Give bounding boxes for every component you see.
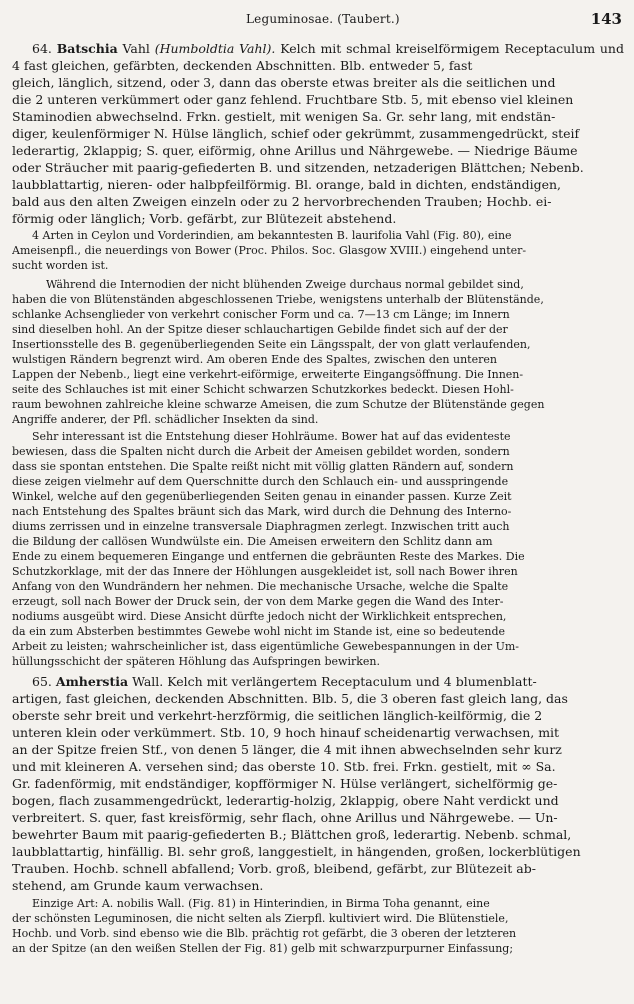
description-line: laubblattartig, nieren- oder halbpfeilförmig. Bl. orange, bald in dichten, endständigen, [12, 177, 561, 192]
paragraph-origin [12, 429, 624, 669]
description-line: die 2 unteren verkümmert oder ganz fehlend. Fruchtbare Stb. 5, mit ebenso viel kleinen [12, 92, 574, 107]
description-line: bald aus den alten Zweigen einzeln oder zu 2 hervorbrechenden Trauben; Hochb. ei- [12, 194, 552, 209]
paragraph-line: Angriffe anderer, der Pfl. schädlicher Insekten da sind. [12, 413, 319, 426]
genus-number: 64. [32, 41, 52, 56]
description-line: an der Spitze freien Stf., von denen 5 länger, die 4 mit ihnen abwechselnden sehr kurz [12, 742, 562, 757]
batschia-species-note [12, 228, 624, 273]
description-line: Kelch mit verlängertem Receptaculum und 4 blumenblatt- [167, 674, 537, 689]
paragraph-line: Winkel, welche auf den gegenüberliegenden Seiten genau in einander passen. Kurze Zeit [12, 490, 512, 503]
note-line: an der Spitze (an den weißen Stellen der Fig. 81) gelb mit schwarzpurpurner Einfassung; [12, 942, 514, 955]
description-line: Gr. fadenförmig, mit endständiger, kopfförmiger N. Hülse verlängert, sichelförmig ge- [12, 776, 558, 791]
paragraph-internodes [12, 277, 624, 427]
paragraph-line: raum bewohnen zahlreiche kleine schwarze Ameisen, die zum Schutze der Blütenstände gegen [12, 398, 545, 411]
amherstia-heading-line [12, 673, 624, 690]
genus-authority: Vahl [122, 41, 150, 56]
note-line: sucht worden ist. [12, 259, 109, 272]
description-line: und mit kleineren A. versehen sind; das oberste 10. Stb. frei. Frkn. gestielt, mit ∞ Sa. [12, 759, 556, 774]
genus-authority: Wall. [132, 674, 164, 689]
paragraph-line: Arbeit zu leisten; wahrscheinlicher ist, dass eigentümliche Gewebespannungen in der Um- [12, 640, 519, 653]
paragraph-line: sind dieselben hohl. An der Spitze dieser schlauchartigen Gebilde findet sich auf der der [12, 323, 508, 336]
paragraph-line: nodiums ausgeübt wird. Diese Ansicht dürfte jedoch nicht der Wirklichkeit entsprechen, [12, 610, 507, 623]
genus-synonym: (Humboldtia Vahl). [154, 41, 276, 56]
paragraph-line: hüllungsschicht der späteren Höhlung das Aufspringen bewirken. [12, 655, 381, 668]
paragraph-line: seite des Schlauches ist mit einer Schicht schwarzen Schutzkorkes bedeckt. Diesen Hohl- [12, 383, 514, 396]
batschia-heading-line [12, 40, 624, 74]
note-line: Hochb. und Vorb. sind ebenso wie die Blb. prächtig rot gefärbt, die 3 oberen der letzteren [12, 927, 517, 940]
paragraph-line: Schutzkorklage, mit der das Innere der Höhlungen ausgekleidet ist, soll nach Bower ihren [12, 565, 518, 578]
paragraph-line: nach Entstehung des Spaltes bräunt sich das Mark, wird durch die Dehnung des Interno- [12, 505, 512, 518]
amherstia-species-note [12, 896, 624, 956]
note-line: der schönsten Leguminosen, die nicht selten als Zierpfl. kultiviert wird. Die Blütenstiele, [12, 912, 509, 925]
paragraph-line: die Bildung der callösen Wundwülste ein. Die Ameisen erweitern den Schlitz dann am [12, 535, 493, 548]
description-line: artigen, fast gleichen, deckenden Abschnitten. Blb. 5, die 3 oberen fast gleich lang, das [12, 691, 568, 706]
paragraph-line: Lappen der Nebenb., liegt eine verkehrt-eiförmige, erweiterte Eingangsöffnung. Die Innen- [12, 368, 524, 381]
text-body [12, 40, 624, 956]
page-number: 143 [590, 10, 622, 28]
description-line: unteren klein oder verkümmert. Stb. 10, 9 hoch hinauf scheidenartig verwachsen, mit [12, 725, 560, 740]
description-line: gleich, länglich, sitzend, oder 3, dann das oberste etwas breiter als die seitlichen und [12, 75, 556, 90]
batschia-description [12, 40, 624, 227]
amherstia-description [12, 673, 624, 894]
paragraph-line: Insertionsstelle des B. gegenüberliegenden Seite ein Längsspalt, der von glatt verlaufenden, [12, 338, 531, 351]
note-line: Einzige Art: A. nobilis Wall. (Fig. 81) in Hinterindien, in Birma Toha genannt, eine [32, 897, 490, 910]
description-line: bewehrter Baum mit paarig-gefiederten B.; Blättchen groß, lederartig. Nebenb. schmal, [12, 827, 572, 842]
running-title: Leguminosae. (Taubert.) [246, 12, 400, 26]
paragraph-line: dass sie spontan entstehen. Die Spalte reißt nicht mit völlig glatten Rändern auf, sondern [12, 460, 514, 473]
paragraph-line: Anfang von den Wundrändern her nehmen. Die mechanische Ursache, welche die Spalte [12, 580, 509, 593]
description-line: Kelch mit schmal kreiselförmigem Receptaculum und 4 fast gleichen, gefärbten, deckenden Abschnitten. Blb. entweder 5, fast [12, 41, 624, 73]
genus-name: Batschia [56, 41, 118, 56]
description-line: verbreitert. S. quer, fast kreisförmig, sehr flach, ohne Arillus und Nährgewebe. — Un- [12, 810, 558, 825]
description-line: laubblattartig, hinfällig. Bl. sehr groß, langgestielt, in hängenden, großen, lockerblütigen [12, 844, 581, 859]
description-line: Staminodien abwechselnd. Frkn. gestielt, mit wenigen Sa. Gr. sehr lang, mit endstän- [12, 109, 556, 124]
description-line: diger, keulenförmiger N. Hülse länglich, schief oder gekrümmt, zusammengedrückt, steif [12, 126, 580, 141]
running-head [0, 10, 634, 30]
paragraph-line: diums zerrissen und in einzelne transversale Diaphragmen zerlegt. Inzwischen tritt auch [12, 520, 510, 533]
paragraph-line: schlanke Achsenglieder von verkehrt conischer Form und ca. 7—13 cm Länge; im Innern [12, 308, 510, 321]
paragraph-line: bewiesen, dass die Spalten nicht durch die Arbeit der Ameisen gebildet worden, sondern [12, 445, 510, 458]
description-line: stehend, am Grunde kaum verwachsen. [12, 878, 264, 893]
paragraph-line: erzeugt, soll nach Bower der Druck sein, der von dem Marke gegen die Wand des Inter- [12, 595, 504, 608]
paragraph-line: Während die Internodien der nicht blühenden Zweige durchaus normal gebildet sind, [46, 278, 524, 291]
description-line: bogen, flach zusammengedrückt, lederartig-holzig, 2klappig, obere Naht verdickt und [12, 793, 559, 808]
paragraph-line: wulstigen Rändern begrenzt wird. Am oberen Ende des Spaltes, zwischen den unteren [12, 353, 497, 366]
note-line: 4 Arten in Ceylon und Vorderindien, am bekanntesten B. laurifolia Vahl (Fig. 80), eine [32, 229, 512, 242]
note-line: Ameisenpfl., die neuerdings von Bower (Proc. Philos. Soc. Glasgow XVIII.) eingehend unter- [12, 244, 527, 257]
paragraph-line: haben die von Blütenständen abgeschlossenen Triebe, wenigstens unterhalb der Blütenstände, [12, 293, 544, 306]
paragraph-line: diese zeigen vielmehr auf dem Querschnitte durch den Schlauch ein- und ausspringende [12, 475, 509, 488]
description-line: lederartig, 2klappig; S. quer, eiförmig, ohne Arillus und Nährgewebe. — Niedrige Bäume [12, 143, 578, 158]
description-line: oder Sträucher mit paarig-gefiederten B. und sitzenden, netzaderigen Blättchen; Nebenb. [12, 160, 584, 175]
paragraph-line: Sehr interessant ist die Entstehung dieser Hohlräume. Bower hat auf das evidenteste [32, 430, 511, 443]
genus-number: 65. [32, 674, 52, 689]
paragraph-line: da ein zum Absterben bestimmtes Gewebe wohl nicht im Stande ist, eine so bedeutende [12, 625, 506, 638]
description-line: förmig oder länglich; Vorb. gefärbt, zur Blütezeit abstehend. [12, 211, 397, 226]
description-line: Trauben. Hochb. schnell abfallend; Vorb. groß, bleibend, gefärbt, zur Blütezeit ab- [12, 861, 536, 876]
description-line: oberste sehr breit und verkehrt-herzförmig, die seitlichen länglich-keilförmig, die 2 [12, 708, 543, 723]
genus-name: Amherstia [55, 674, 129, 689]
paragraph-line: Ende zu einem bequemeren Eingange und entfernen die gebräunten Reste des Markes. Die [12, 550, 525, 563]
